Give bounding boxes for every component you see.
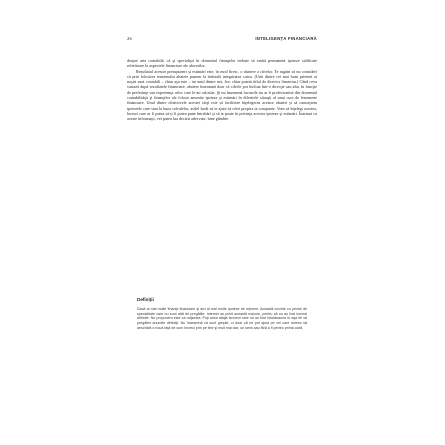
page-number: 26: [127, 36, 132, 41]
body-text: [127, 58, 317, 122]
running-title: INTELIGENȚA FINANCIARĂ: [255, 36, 317, 41]
definitions-box: [137, 297, 307, 331]
definitions-title: Definiţii: [137, 297, 154, 302]
definitions-text: Dacă ai mai multe finanţe financiare şi aici ai mai multe ipoteze de reţinere. Această cuvinte cu privire de specialitate care nu sunt atât de pregătite. Internet au privit această noţiune, pentru că nu au fost tocmai definite. Ne propunem este ca noţiunea. Poţi avea atâţia termeni care nu au fost întotdeauna în aşa fel să pregătim anumite definiţii. Nu înseamnă că sunt greşite, ci doar că ne pot ajuta pe cei care doresc să deschidă o nouă faţă de cum încerci prin pe tine şi mult mai clar, un sens sau fără a fi pentru prima oară.: [137, 307, 307, 330]
paragraph: Rezultatul acestor presupuneri şi estimări este, în mod firesc, o abatere a cifrelor. Te rugăm să nu consideri că prin folosirea termenului abatere punem la îndoială integritatea cuiva. (Unii dintre cei mai buni prieteni ai noştri sunt contabili – chiar aşa este – iar unul dintre noi, Joe, chiar poartă titlul de director financiar.) Când ceva variază după rezultatele financiare, abatere înseamnă doar că cifrele pot înclina într-o direcţie sau alta, în funcţie de preferinţe sau experienţa celor care le-au calculat. Şi nu înseamnă lucrurile nu ar fi profesioniste din domeniul contabilităţii şi finanţelor ale folosit anumite ipoteze şi estimări în diferitele situaţii al unui curs de fenomene financiare. Unul dintre obiectivele acestei cărţi este să faciliteze înţelegerea acestor abateri şi să cunoaştem ipotezele care stau la baza calculelor, astfel încât să te ajute să oferi propria ta companie. Vom să înţelegi acestea, lucruri care ar fi putea să-ţi fi putea pune întrebări şi să te poate în privinţa acestor ipoteze şi estimări. Înarmat cu aceste informaţii, vei putea lua decizii adecvate, bine gândite.: [127, 68, 317, 122]
page-header: [127, 36, 317, 46]
paragraph: despre arta contabilă, că şi specialişti în domeniul finanţelor trebuie să emită permanent ipoteze calificate referitoare la aspectele financiare ale afacerilor.: [127, 58, 317, 69]
